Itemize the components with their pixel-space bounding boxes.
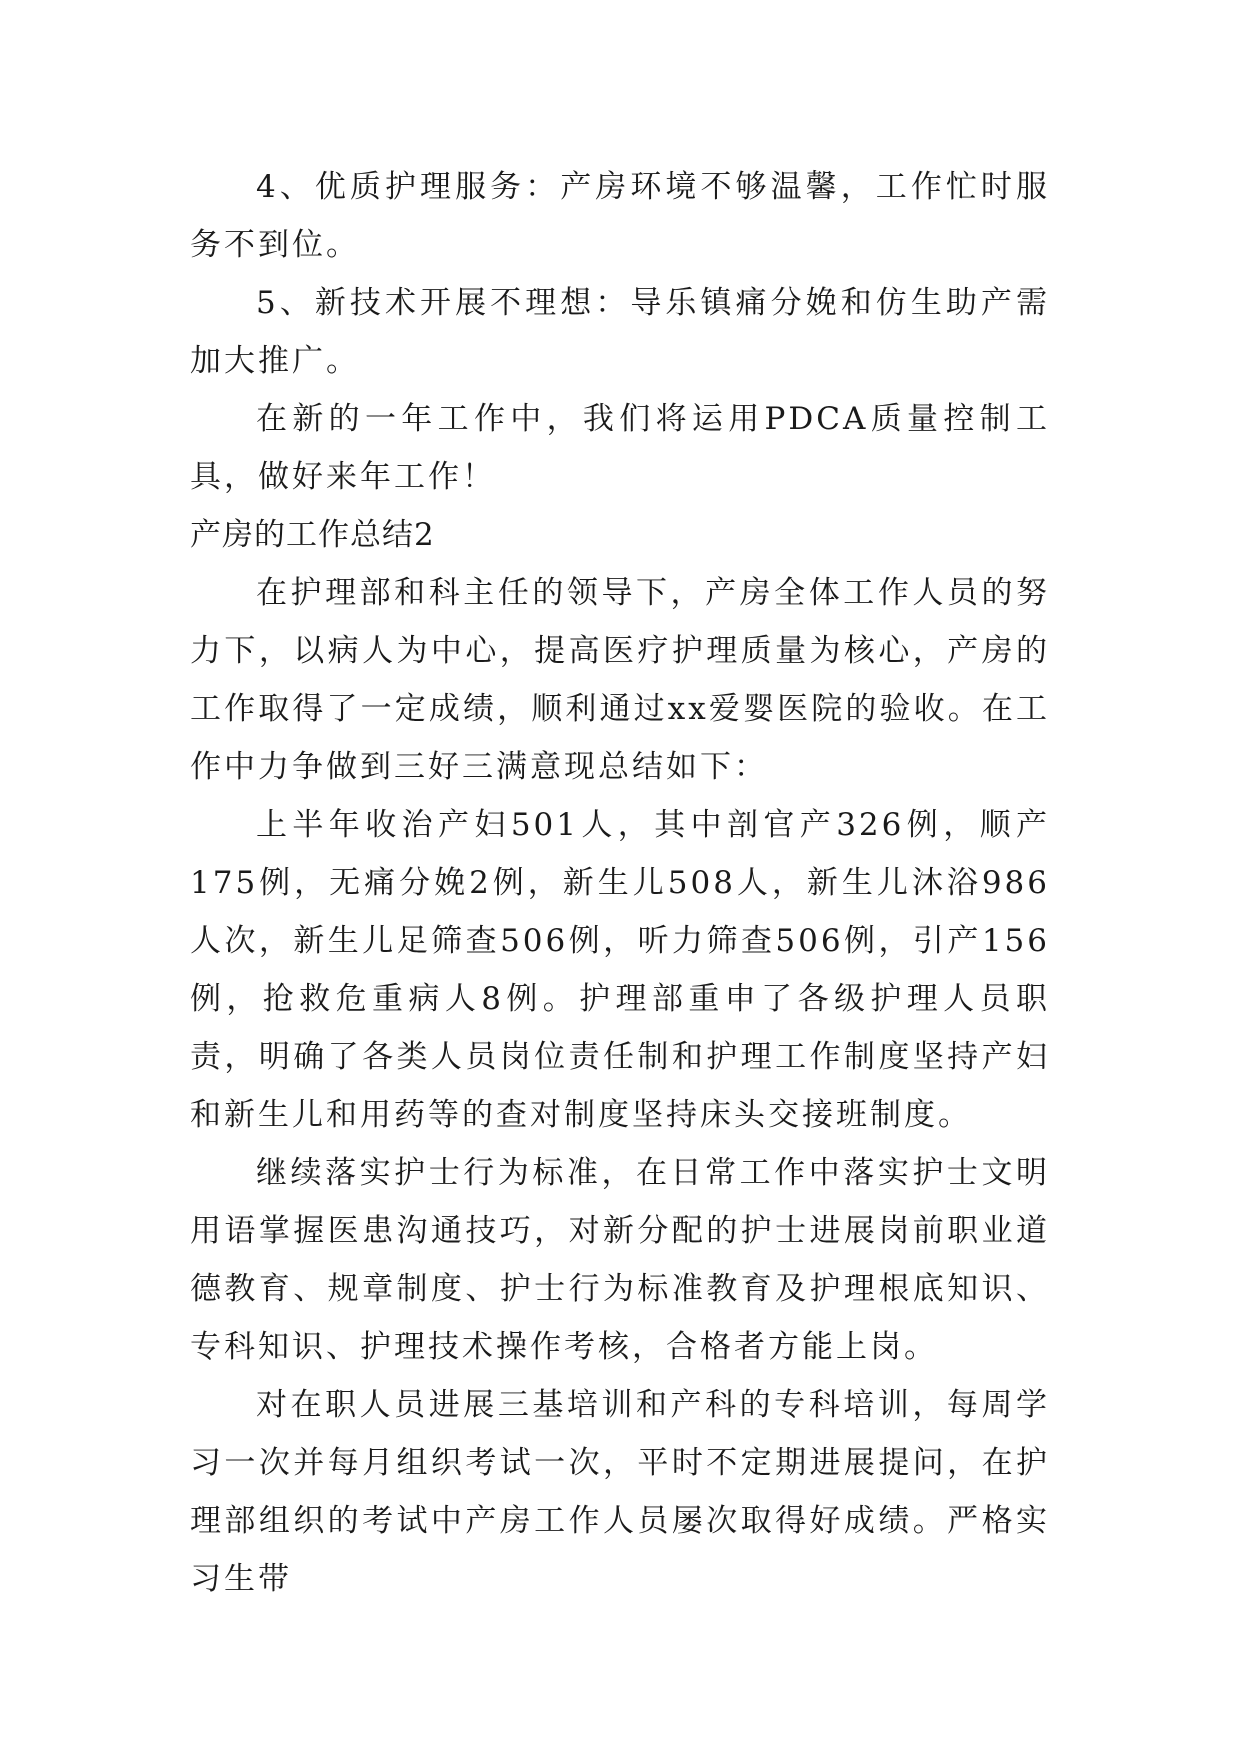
paragraph-optimized-nursing: 4、优质护理服务：产房环境不够温馨，工作忙时服务不到位。 (190, 169, 1050, 263)
section-heading: 产房的工作总结2 (190, 517, 435, 553)
paragraph-statistics: 上半年收治产妇501人，其中剖官产326例，顺产175例，无痛分娩2例，新生儿508人，新生儿沐浴986人次，新生儿足筛查506例，听力筛查506例，引产156例，抢救危重病人8例。护理部重申了各级护理人员职责，明确了各类人员岗位责任制和护理工作制度坚持产妇和新生儿和用药等的查对制度坚持床头交接班制度。 (190, 807, 1050, 1133)
paragraph-intro: 在护理部和科主任的领导下，产房全体工作人员的努力下，以病人为中心，提高医疗护理质量为核心，产房的工作取得了一定成绩，顺利通过xx爱婴医院的验收。在工作中力争做到三好三满意现总结如下： (190, 575, 1050, 785)
document-body (190, 158, 1050, 1608)
paragraph-nurse-standards: 继续落实护士行为标准，在日常工作中落实护士文明用语掌握医患沟通技巧，对新分配的护士进展岗前职业道德教育、规章制度、护士行为标准教育及护理根底知识、专科知识、护理技术操作考核，合格者方能上岗。 (190, 1155, 1050, 1365)
paragraph-training: 对在职人员进展三基培训和产科的专科培训，每周学习一次并每月组织考试一次，平时不定期进展提问，在护理部组织的考试中产房工作人员屡次取得好成绩。严格实习生带 (190, 1387, 1050, 1597)
paragraph-new-year-plan: 在新的一年工作中，我们将运用PDCA质量控制工具，做好来年工作！ (190, 401, 1050, 495)
paragraph-new-technology: 5、新技术开展不理想：导乐镇痛分娩和仿生助产需加大推广。 (190, 285, 1050, 379)
